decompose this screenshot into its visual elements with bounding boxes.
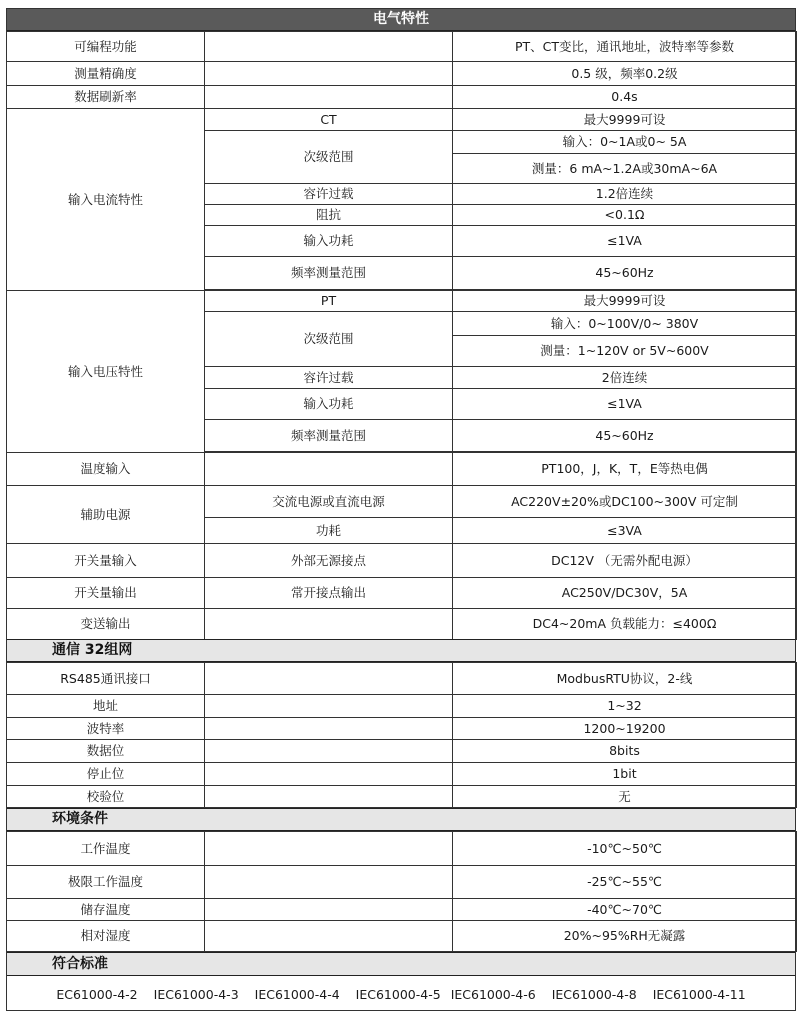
- row-value: 20%~95%RH无凝露: [453, 921, 797, 952]
- row-mid: 输入功耗: [205, 226, 453, 257]
- row-value: 0.5 级，频率0.2级: [453, 62, 797, 86]
- row-value: ModbusRTU协议，2-线: [453, 663, 797, 695]
- table-row: [7, 609, 797, 640]
- row-value: 最大9999可设: [453, 109, 797, 131]
- row-label: 停止位: [7, 763, 205, 786]
- row-value: PT、CT变比，通讯地址，波特率等参数: [453, 32, 797, 62]
- row-value: 无: [453, 786, 797, 808]
- table-row: [7, 486, 797, 518]
- row-mid: [205, 62, 453, 86]
- row-label: RS485通讯接口: [7, 663, 205, 695]
- row-label: 相对湿度: [7, 921, 205, 952]
- row-mid: 输入功耗: [205, 389, 453, 420]
- standards-list: [6, 980, 796, 1008]
- table-row: [7, 32, 797, 62]
- row-label: 地址: [7, 695, 205, 718]
- row-mid: [205, 609, 453, 640]
- row-value: -10℃~50℃: [453, 832, 797, 866]
- row-value: 输入：0~1A或0~ 5A: [453, 131, 797, 154]
- row-value: 0.4s: [453, 86, 797, 109]
- section-header-electrical: 电气特性: [6, 8, 796, 31]
- row-label: 数据刷新率: [7, 86, 205, 109]
- row-label: 可编程功能: [7, 32, 205, 62]
- standard-item: IEC61000-4-6: [450, 986, 536, 1002]
- table-row: [7, 866, 797, 899]
- row-mid: 阻抗: [205, 205, 453, 226]
- table-row: [7, 899, 797, 921]
- table-row: [7, 786, 797, 808]
- table-row: [7, 718, 797, 740]
- row-label: 温度输入: [7, 453, 205, 486]
- row-value: DC4~20mA 负载能力：≤400Ω: [453, 609, 797, 640]
- row-label: 变送输出: [7, 609, 205, 640]
- row-mid: 外部无源接点: [205, 544, 453, 578]
- row-value: 最大9999可设: [453, 291, 797, 312]
- row-value: 输入：0~100V/0~ 380V: [453, 312, 797, 336]
- section-header-env: 环境条件: [6, 808, 796, 831]
- table-row: [7, 62, 797, 86]
- row-label: 极限工作温度: [7, 866, 205, 899]
- row-mid: 次级范围: [205, 131, 453, 184]
- row-value: ≤3VA: [453, 518, 797, 544]
- row-value: ≤1VA: [453, 226, 797, 257]
- standard-item: IEC61000-4-11: [652, 986, 746, 1002]
- row-mid: 交流电源或直流电源: [205, 486, 453, 518]
- env-table: [6, 831, 797, 952]
- table-row: [7, 921, 797, 952]
- row-value: AC220V±20%或DC100~300V 可定制: [453, 486, 797, 518]
- row-value: 45~60Hz: [453, 257, 797, 290]
- row-mid: [205, 86, 453, 109]
- row-mid: PT: [205, 291, 453, 312]
- row-value: 测量：6 mA~1.2A或30mA~6A: [453, 154, 797, 184]
- row-label: 开关量输入: [7, 544, 205, 578]
- table-row: [7, 663, 797, 695]
- table-row: [7, 544, 797, 578]
- row-label: 波特率: [7, 718, 205, 740]
- row-value: 1~32: [453, 695, 797, 718]
- comm-table: [6, 662, 797, 808]
- table-row: [7, 578, 797, 609]
- row-value: 45~60Hz: [453, 420, 797, 452]
- row-mid: 次级范围: [205, 312, 453, 367]
- row-mid: 频率测量范围: [205, 257, 453, 290]
- standard-item: EC61000-4-2: [56, 986, 138, 1002]
- row-value: DC12V （无需外配电源）: [453, 544, 797, 578]
- standard-item: IEC61000-4-5: [355, 986, 441, 1002]
- table-row: [7, 109, 797, 131]
- row-label: 开关量输出: [7, 578, 205, 609]
- row-mid: 容许过载: [205, 184, 453, 205]
- row-mid: CT: [205, 109, 453, 131]
- row-mid: 功耗: [205, 518, 453, 544]
- table-row: [7, 291, 797, 312]
- row-value: 测量：1~120V or 5V~600V: [453, 336, 797, 367]
- row-mid: [205, 32, 453, 62]
- standard-item: IEC61000-4-3: [153, 986, 239, 1002]
- row-value: PT100，J，K，T，E等热电偶: [453, 453, 797, 486]
- row-mid: 频率测量范围: [205, 420, 453, 452]
- current-group-label: 输入电流特性: [7, 109, 205, 291]
- table-row: [7, 695, 797, 718]
- table-row: [7, 740, 797, 763]
- voltage-group-label: 输入电压特性: [7, 291, 205, 453]
- table-row: [7, 453, 797, 486]
- section-header-comm: 通信 32组网: [6, 639, 796, 662]
- row-mid: 容许过载: [205, 367, 453, 389]
- row-value: 1bit: [453, 763, 797, 786]
- row-value: AC250V/DC30V，5A: [453, 578, 797, 609]
- row-value: 8bits: [453, 740, 797, 763]
- electrical-table: [6, 31, 797, 640]
- row-label: 数据位: [7, 740, 205, 763]
- table-row: [7, 763, 797, 786]
- row-value: ≤1VA: [453, 389, 797, 420]
- row-label: 工作温度: [7, 832, 205, 866]
- row-label: 校验位: [7, 786, 205, 808]
- row-label: 储存温度: [7, 899, 205, 921]
- row-value: <0.1Ω: [453, 205, 797, 226]
- aux-power-label: 辅助电源: [7, 486, 205, 544]
- standard-item: IEC61000-4-8: [551, 986, 637, 1002]
- table-row: [7, 832, 797, 866]
- row-value: -40℃~70℃: [453, 899, 797, 921]
- table-row: [7, 86, 797, 109]
- section-header-standards: 符合标准: [6, 952, 796, 976]
- row-label: 测量精确度: [7, 62, 205, 86]
- row-value: 2倍连续: [453, 367, 797, 389]
- row-value: -25℃~55℃: [453, 866, 797, 899]
- row-mid: [205, 453, 453, 486]
- row-value: 1.2倍连续: [453, 184, 797, 205]
- row-mid: 常开接点输出: [205, 578, 453, 609]
- row-value: 1200~19200: [453, 718, 797, 740]
- standard-item: IEC61000-4-4: [254, 986, 340, 1002]
